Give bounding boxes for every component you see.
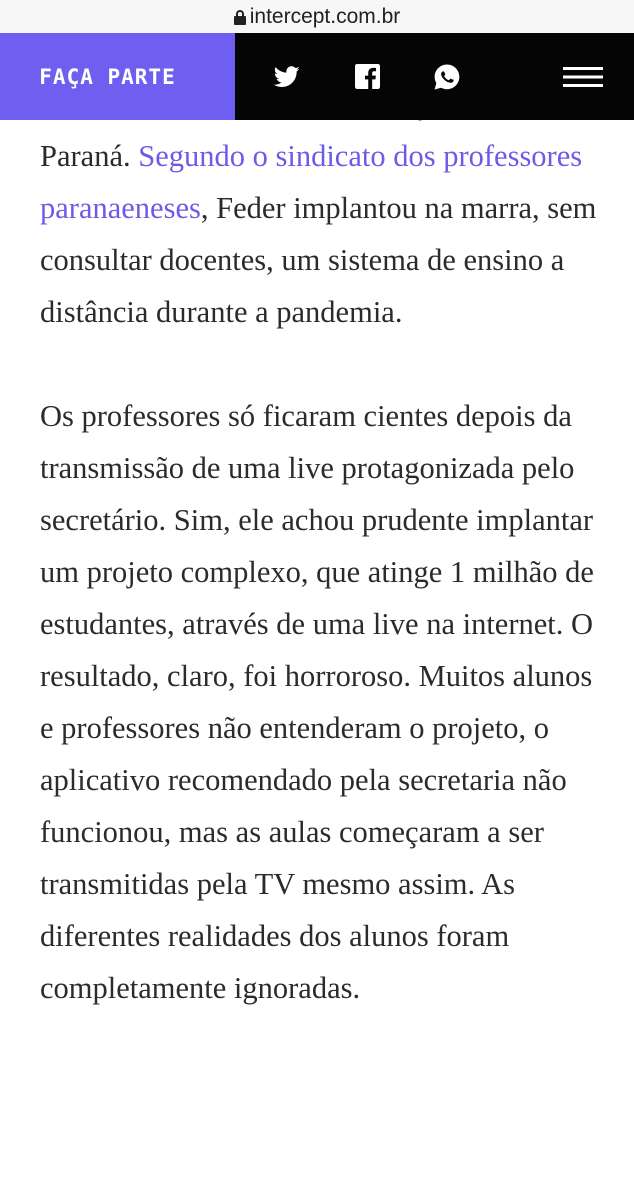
whatsapp-icon[interactable] [417, 33, 477, 120]
article-body [40, 78, 610, 1014]
lock-icon [234, 10, 246, 25]
paragraph-text: , Feder implantou na marra, sem consultar docentes, um sistema de ensino a distância durante a pandemia. [40, 191, 597, 329]
paragraph-text: Paraná. [40, 139, 139, 173]
union-link[interactable]: Segundo o sindicato dos professores paranaeneses [40, 139, 583, 225]
site-header [0, 33, 634, 120]
browser-url-bar[interactable] [0, 0, 634, 33]
share-bar [235, 33, 634, 120]
twitter-icon[interactable] [257, 33, 317, 120]
article-paragraph-2: Os professores só ficaram cientes depois da transmissão de uma live protagonizada pelo secretário. Sim, ele achou prudente implantar um projeto complexo, que atinge 1 milhão de estudantes, através de uma live na internet. O resultado, claro, foi horroroso. Muitos alunos e professores não entenderam o projeto, o aplicativo recomendado pela secretaria não funcionou, mas as aulas começaram a ser transmitidas pela TV mesmo assim. As diferentes realidades dos alunos foram completamente ignoradas. [40, 399, 594, 1005]
facebook-icon[interactable] [337, 33, 397, 120]
menu-icon[interactable] [543, 33, 623, 120]
join-button[interactable]: FAÇA PARTE [0, 33, 235, 120]
url-text: intercept.com.br [249, 4, 401, 28]
